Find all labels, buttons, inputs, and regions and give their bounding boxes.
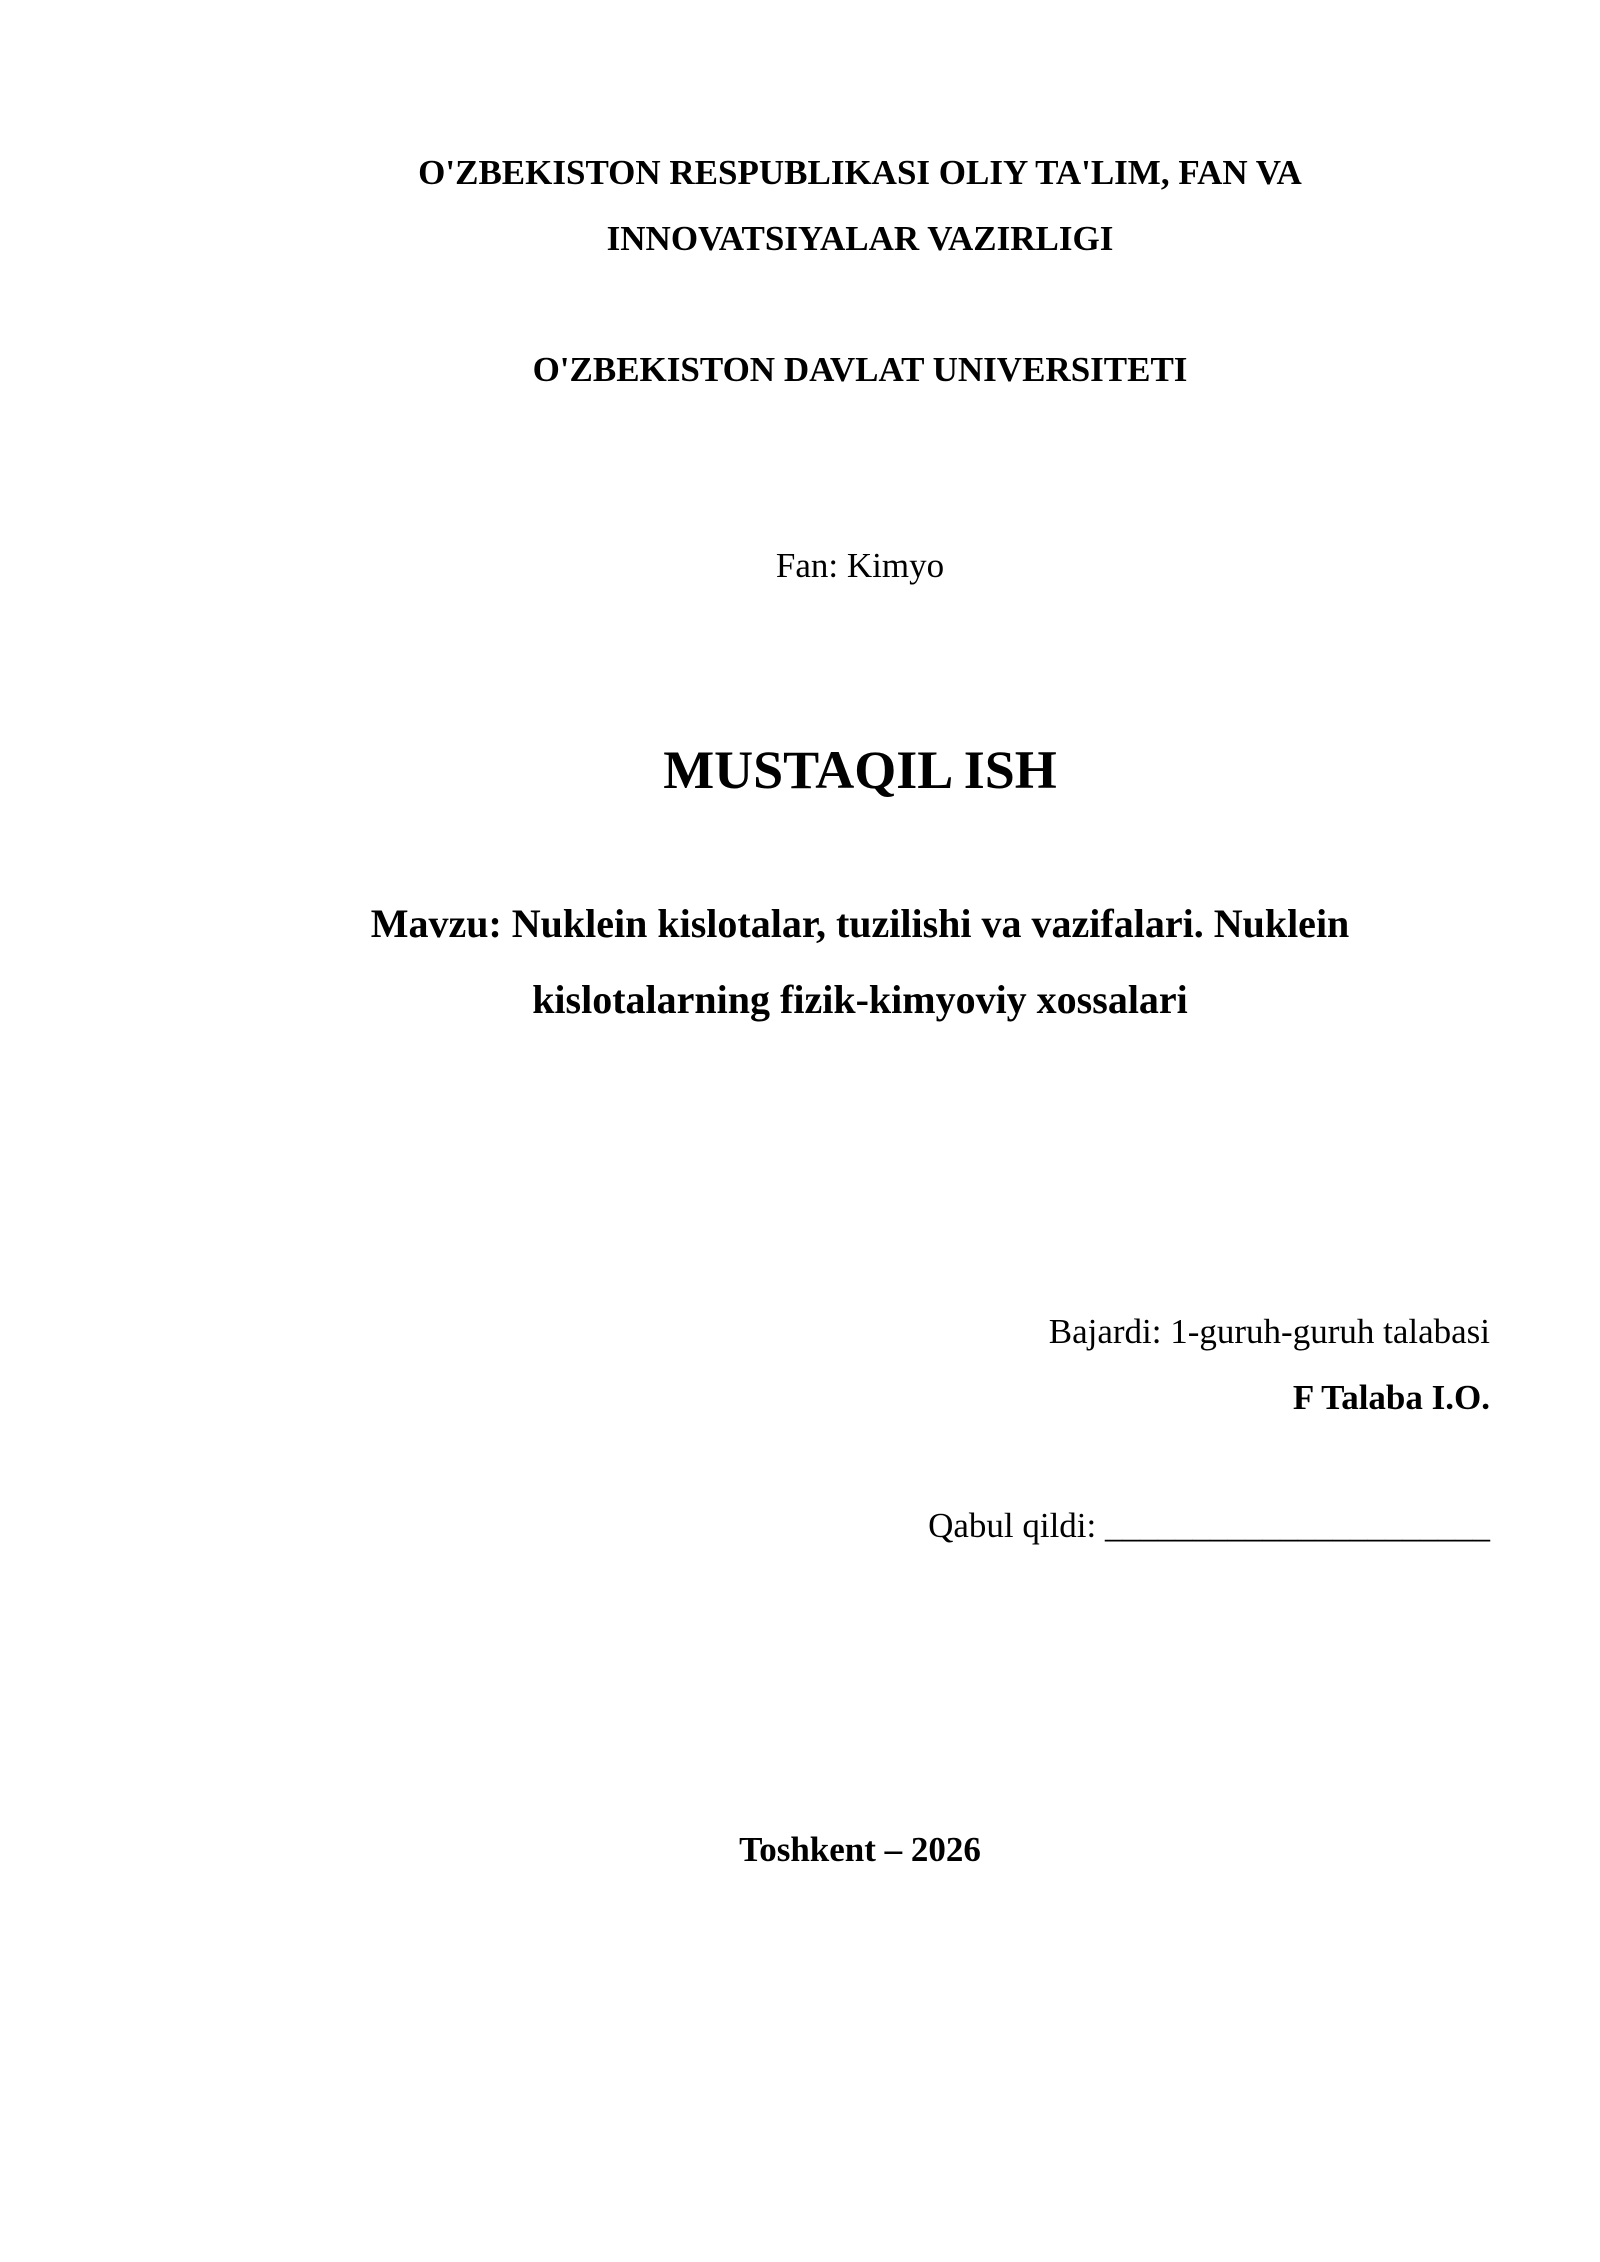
student-name: F Talaba I.O. bbox=[1292, 1378, 1490, 1417]
topic-line: Mavzu: Nuklein kislotalar, tuzilishi va vazifalari. Nuklein kislotalarning fizik-kimyoviy xossalari bbox=[370, 901, 1350, 1022]
subject-line: Fan: Kimyo bbox=[775, 546, 945, 585]
accepted-by-line: Qabul qildi: ______________________ bbox=[928, 1506, 1490, 1545]
university-name: O'ZBEKISTON DAVLAT UNIVERSITETI bbox=[532, 350, 1188, 389]
city-year-line: Toshkent – 2026 bbox=[739, 1830, 981, 1869]
performed-by-line: Bajardi: 1-guruh-guruh talabasi bbox=[1048, 1312, 1490, 1351]
ministry-name: O'ZBEKISTON RESPUBLIKASI OLIY TA'LIM, FAN VA INNOVATSIYALAR VAZIRLIGI bbox=[418, 153, 1302, 258]
document-title: MUSTAQIL ISH bbox=[663, 740, 1057, 800]
